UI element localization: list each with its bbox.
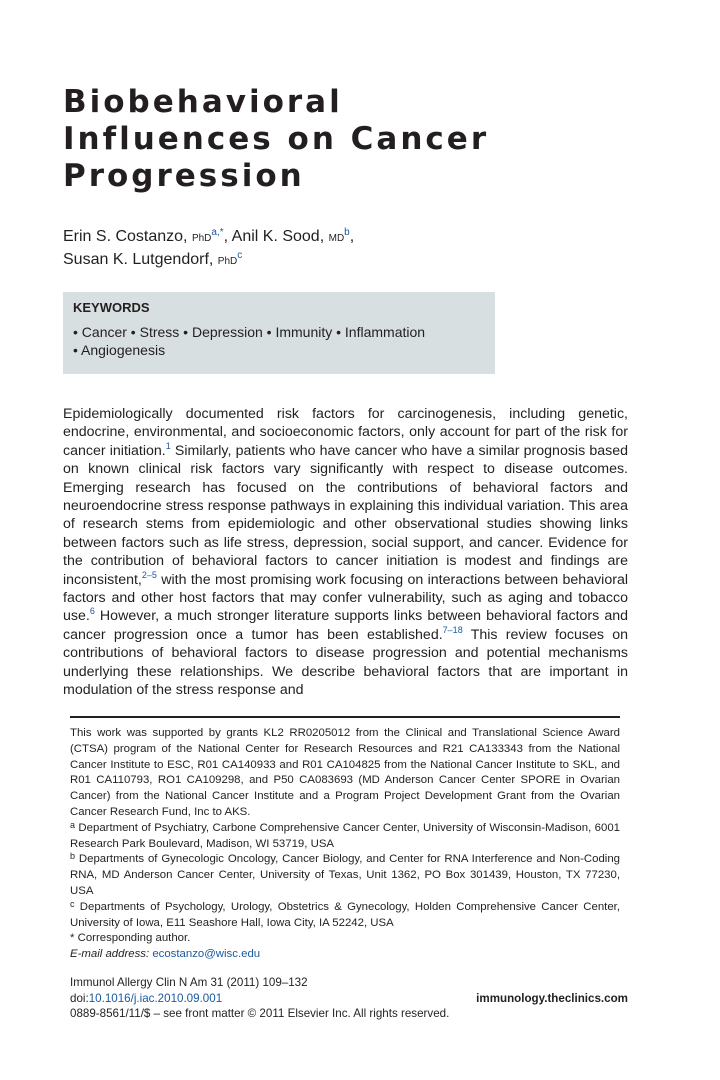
- journal-citation: Immunol Allergy Clin N Am 31 (2011) 109–132: [70, 976, 308, 989]
- author-name: Susan K. Lutgendorf,: [63, 251, 214, 268]
- affiliation-b: [70, 852, 620, 899]
- email-link[interactable]: ecostanzo@wisc.edu: [152, 948, 261, 961]
- author-line-1: [63, 226, 663, 249]
- author-separator: ,: [349, 228, 355, 245]
- author-affiliation-link[interactable]: a,*: [211, 227, 224, 238]
- title-line-2: Influences on Cancer: [63, 121, 490, 157]
- author-degree: PhD: [217, 256, 238, 267]
- body-sentence: However, a much stronger literature supports links between behavioral factors and cancer progression once a tumor has been established.: [63, 608, 628, 643]
- affiliation-text: Departments of Psychology, Urology, Obstetrics & Gynecology, Holden Comprehensive Cancer Center, University of Iowa, E11 Seashore Hall, Iowa City, IA 52242, USA: [70, 900, 620, 929]
- footnote-mark: c: [70, 898, 75, 909]
- article-title: [63, 84, 663, 195]
- journal-website[interactable]: immunology.theclinics.com: [476, 991, 628, 1005]
- title-line-1: Biobehavioral: [63, 84, 343, 120]
- title-line-3: Progression: [63, 158, 305, 194]
- footnote-divider: [70, 716, 620, 718]
- copyright-line: 0889-8561/11/$ – see front matter © 2011 Elsevier Inc. All rights reserved.: [70, 1007, 450, 1021]
- author-name: Erin S. Costanzo,: [63, 228, 188, 245]
- affiliation-a: [70, 821, 620, 853]
- author-line-2: [63, 249, 663, 272]
- body-sentence: Similarly, patients who have cancer who have a similar prognosis based on known clinical risk factors vary significantly with respect to disease outcomes. Emerging research has focused on the contributions of behavioral factors and neuroendocrine stress response pathways in explaining this individual variation. This area of research stems from epidemiologic and other observational studies showing links between factors such as life stress, depression, social support, and cancer. Evidence for the contribution of behavioral factors to cancer initiation is modest and findings are inconsistent,: [63, 442, 628, 588]
- keywords-heading: KEYWORDS: [73, 300, 150, 315]
- reference-link[interactable]: 2–5: [141, 569, 157, 580]
- author-list: [63, 226, 663, 272]
- footnote-mark: a: [70, 819, 76, 830]
- author-affiliation-link[interactable]: b: [344, 227, 350, 238]
- body-sentence: This review focuses on contributions of behavioral factors to disease progression and potential mechanisms underlying these relationships. We describe behavioral factors that are important in modulation of the stress response and: [63, 626, 628, 699]
- reference-link[interactable]: 7–18: [442, 624, 463, 635]
- keywords-line: • Angiogenesis: [73, 342, 166, 358]
- reference-link[interactable]: 6: [89, 606, 95, 617]
- email-label: E-mail address:: [70, 948, 150, 961]
- author-affiliation-link[interactable]: c: [237, 250, 243, 261]
- doi-link[interactable]: 10.1016/j.iac.2010.09.001: [88, 991, 223, 1005]
- footnote-mark: b: [70, 851, 76, 862]
- body-paragraph: [63, 405, 628, 700]
- email-line: [70, 947, 620, 963]
- body-sentence: with the most promising work focusing on interactions between behavioral factors and other host factors that may confer vulnerability, such as aging and tobacco use.: [63, 571, 628, 625]
- author-degree: MD: [328, 233, 345, 244]
- corresponding-author: * Corresponding author.: [70, 932, 191, 945]
- doi-prefix: doi:: [70, 991, 89, 1005]
- author-degree: PhD: [191, 233, 212, 244]
- footnotes: [70, 726, 620, 963]
- citation-footer: [70, 975, 628, 1022]
- author-name: , Anil K. Sood,: [223, 228, 325, 245]
- body-sentence: Epidemiologically documented risk factors for carcinogenesis, including genetic, endocrine, environmental, and socioeconomic factors, only account for part of the risk for cancer initiation.: [63, 406, 628, 459]
- body-text: [63, 405, 628, 700]
- keywords-line: • Cancer • Stress • Depression • Immunity • Inflammation: [73, 324, 426, 340]
- reference-link[interactable]: 1: [165, 440, 171, 451]
- doi-row: [70, 991, 628, 1007]
- funding-note: This work was supported by grants KL2 RR0205012 from the Clinical and Translational Science Award (CTSA) program of the National Center for Research Resources and R21 CA133343 from the National Cancer Institute to ESC, R01 CA140933 and R01 CA104825 from the National Cancer Institute to SKL, and R01 CA110793, RO1 CA109298, and P50 CA083693 (MD Anderson Cancer Center SPORE in Ovarian Cancer) from the National Cancer Institute and a Program Project Development Grant from the Ovarian Cancer Research Fund, Inc to AKS.: [70, 727, 620, 818]
- affiliation-text: Departments of Gynecologic Oncology, Cancer Biology, and Center for RNA Interference and Non-Coding RNA, MD Anderson Cancer Center, University of Texas, Unit 1362, PO Box 301439, Houston, TX 77230, USA: [70, 853, 620, 897]
- affiliation-text: Department of Psychiatry, Carbone Comprehensive Cancer Center, University of Wisconsin-Madison, 6001 Research Park Boulevard, Madison, WI 53719, USA: [70, 821, 620, 850]
- affiliation-c: [70, 900, 620, 932]
- keywords-box: [63, 292, 495, 374]
